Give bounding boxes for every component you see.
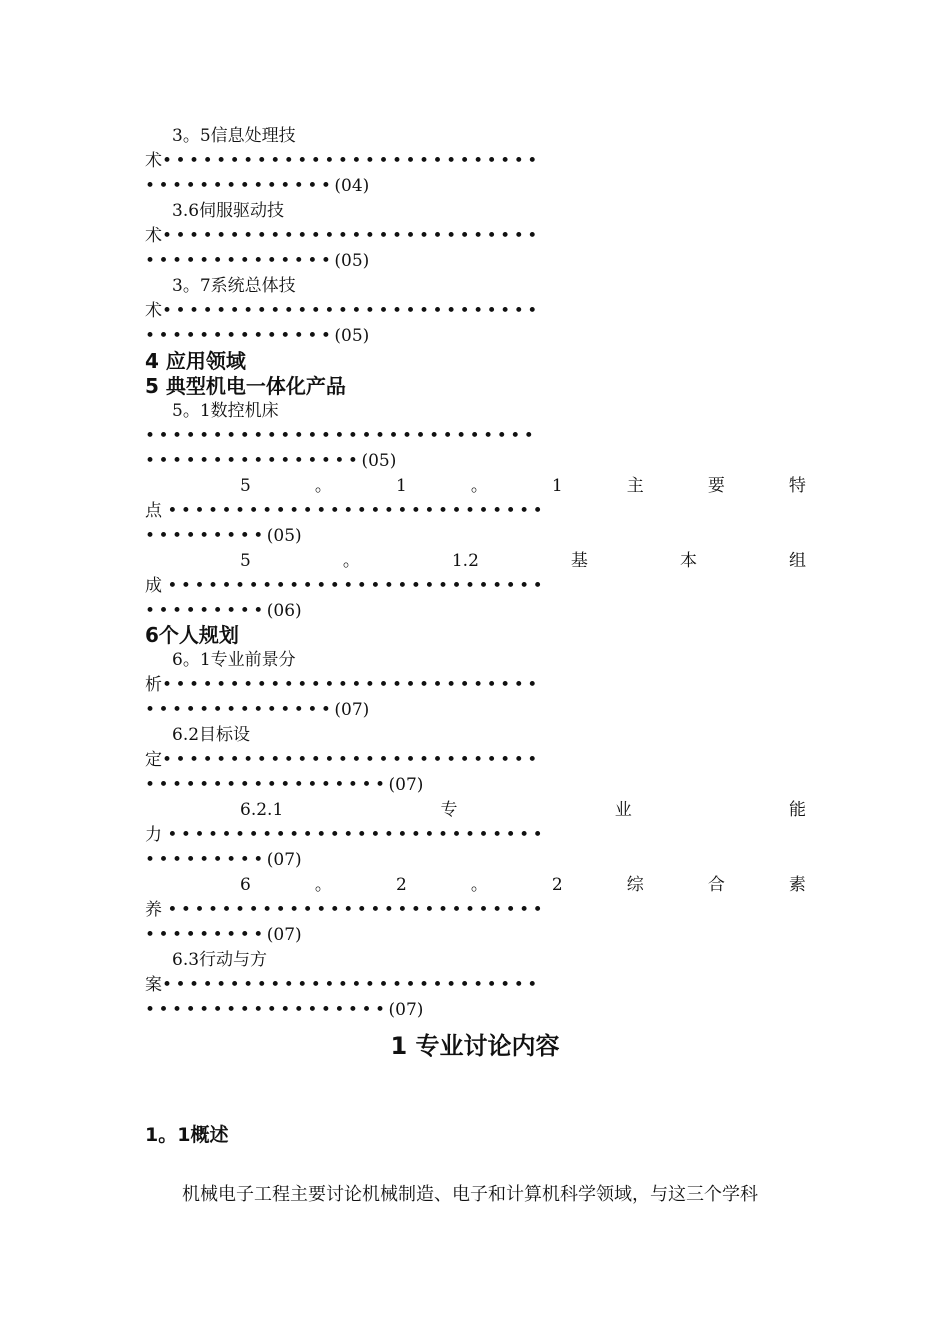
dot-leader: •••••••••••••••• [145, 451, 362, 471]
toc-page-number: (05) [334, 251, 370, 271]
toc-page-number: (05) [361, 451, 397, 471]
toc-page-number: (06) [266, 601, 302, 621]
toc-entry-5-1-2-page-line [145, 599, 805, 624]
toc-page-number: (07) [388, 775, 424, 795]
dot-leader: •••••••••••••••••••••••••••• [162, 301, 541, 321]
toc-entry-5-1-2-leader: 成 •••••••••••••••••••••••••••• [145, 576, 547, 596]
toc-entry-6-2-leader: 定•••••••••••••••••••••••••••• [145, 750, 541, 770]
toc-page-number: (07) [266, 850, 302, 870]
chapter-title: 1 专业讨论内容 [390, 1032, 560, 1060]
toc-entry-3-7-page-line [145, 324, 805, 349]
toc-heading-6: 6个人规划 [145, 623, 239, 647]
toc-page-number: (07) [266, 925, 302, 945]
toc-page-number: (07) [388, 1000, 424, 1020]
toc-entry-3-7-label: 3。7系统总体技 [172, 276, 296, 296]
toc-entry-5-1-label: 5。1数控机床 [172, 401, 279, 421]
dot-leader: •••••••••••••• [145, 700, 335, 720]
dot-leader: •••••••••••••••••••••••••••• [162, 750, 541, 770]
toc-page-number: (05) [266, 526, 302, 546]
toc-entry-6-3-page-line [145, 998, 805, 1023]
dot-leader: •••••••••••••••••••••••••••• [162, 151, 541, 171]
toc-entry-6-1-page-line [145, 698, 805, 723]
dot-leader: •••••••••••••••••• [145, 1000, 389, 1020]
dot-leader: ••••••••• [145, 526, 267, 546]
dot-leader: ••••••••••••••••••••••••••••• [145, 426, 538, 446]
dot-leader: •••••••••••••••••••••••••••• [162, 226, 541, 246]
toc-entry-5-1-1-label: 5 。 1 。 1 主 要 特 [240, 476, 806, 496]
toc-entry-3-5-label: 3。5信息处理技 [172, 126, 296, 146]
toc-entry-6-1-label: 6。1专业前景分 [172, 650, 296, 670]
toc-entry-3-6-leader: 术•••••••••••••••••••••••••••• [145, 226, 541, 246]
toc-entry-5-1-1-page-line [145, 524, 805, 549]
dot-leader: ••••••••• [145, 850, 267, 870]
toc-entry-6-2-2-leader: 养 •••••••••••••••••••••••••••• [145, 900, 547, 920]
body-paragraph: 机械电子工程主要讨论机械制造、电子和计算机科学领域，与这三个学科 [182, 1184, 758, 1205]
section-heading: 1。1概述 [145, 1124, 229, 1146]
toc-entry-6-3-leader: 案•••••••••••••••••••••••••••• [145, 975, 541, 995]
toc-entry-6-1-leader: 析•••••••••••••••••••••••••••• [145, 675, 541, 695]
toc-heading-5: 5 典型机电一体化产品 [145, 374, 346, 398]
dot-leader: •••••••••••••••••••••••••••• [167, 825, 547, 845]
toc-entry-5-1-page-line [145, 449, 805, 474]
toc-entry-6-2-2-page-line [145, 923, 805, 948]
dot-leader: •••••••••••••••••••••••••••• [162, 975, 541, 995]
dot-leader: •••••••••••••••••••••••••••• [167, 576, 547, 596]
dot-leader: •••••••••••••• [145, 251, 335, 271]
toc-entry-6-2-1-leader: 力 •••••••••••••••••••••••••••• [145, 825, 547, 845]
dot-leader: •••••••••••••• [145, 176, 335, 196]
toc-entry-6-2-label: 6.2目标设 [172, 725, 251, 745]
toc-page-number: (07) [334, 700, 370, 720]
dot-leader: •••••••••••••••••••••••••••• [162, 675, 541, 695]
toc-page-number: (05) [334, 326, 370, 346]
dot-leader: •••••••••••••• [145, 326, 335, 346]
toc-entry-3-5-leader: 术•••••••••••••••••••••••••••• [145, 151, 541, 171]
dot-leader: •••••••••••••••••••••••••••• [167, 501, 547, 521]
toc-entry-3-5-page-line [145, 174, 805, 199]
dot-leader: ••••••••• [145, 601, 267, 621]
toc-entry-5-1-1-leader: 点 •••••••••••••••••••••••••••• [145, 501, 547, 521]
toc-entry-6-2-1-label: 6.2.1 专 业 能 [240, 800, 806, 820]
toc-entry-3-7-leader: 术•••••••••••••••••••••••••••• [145, 301, 541, 321]
toc-entry-3-6-label: 3.6伺服驱动技 [172, 201, 285, 221]
dot-leader: •••••••••••••••••• [145, 775, 389, 795]
toc-heading-4: 4 应用领域 [145, 349, 246, 373]
dot-leader: ••••••••• [145, 925, 267, 945]
toc-entry-6-2-2-label: 6 。 2 。 2 综 合 素 [240, 875, 806, 895]
toc-entry-5-1-leader [145, 424, 805, 449]
dot-leader: •••••••••••••••••••••••••••• [167, 900, 547, 920]
toc-page-number: (04) [334, 176, 370, 196]
toc-entry-5-1-2-label: 5 。 1.2 基 本 组 [240, 551, 806, 571]
toc-entry-6-3-label: 6.3行动与方 [172, 950, 268, 970]
toc-entry-6-2-page-line [145, 773, 805, 798]
toc-entry-6-2-1-page-line [145, 848, 805, 873]
toc-entry-3-6-page-line [145, 249, 805, 274]
